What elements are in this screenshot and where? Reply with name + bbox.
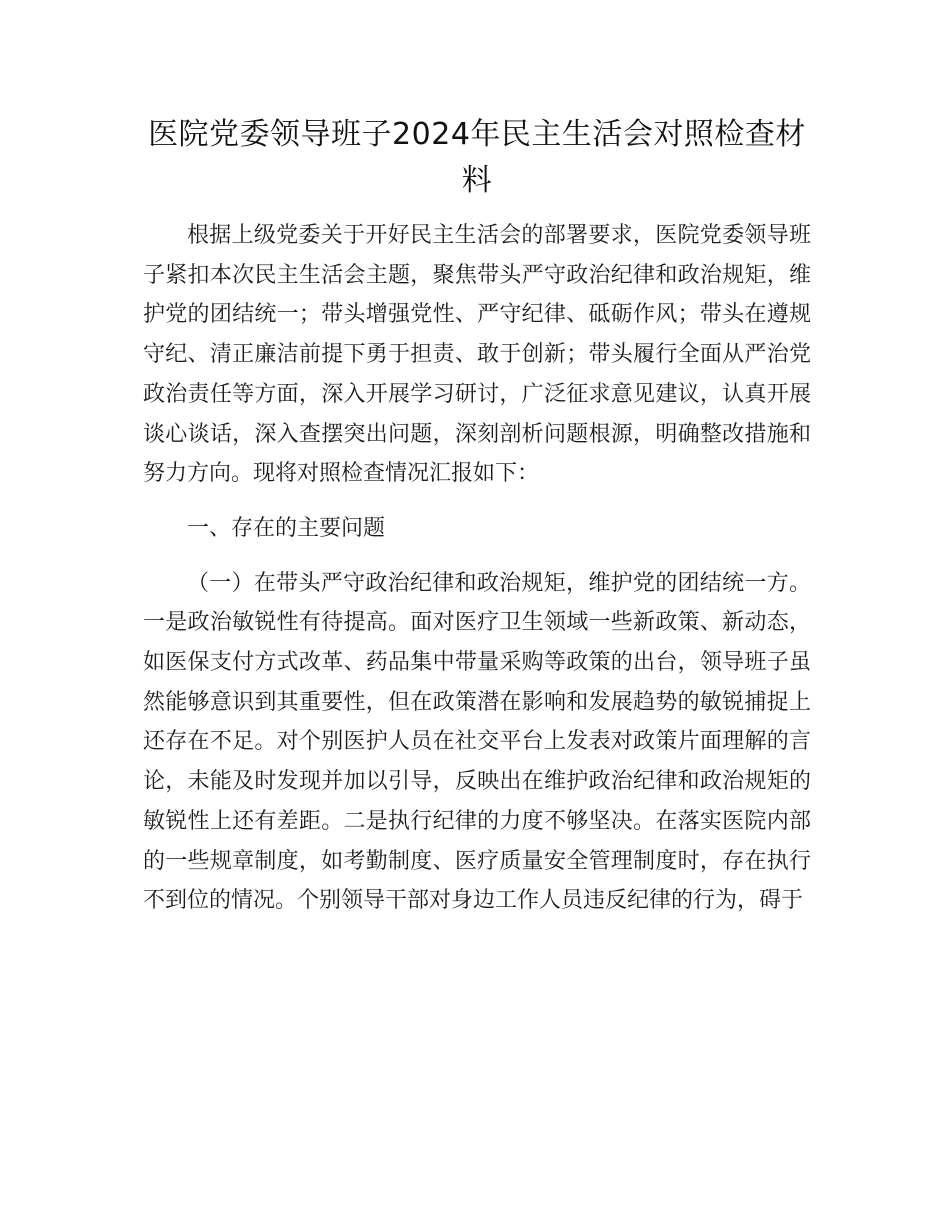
intro-paragraph: 根据上级党委关于开好民主生活会的部署要求，医院党委领导班子紧扣本次民主生活会主题，聚焦带头严守政治纪律和政治规矩，维护党的团结统一；带头增强党性、严守纪律、砥砺作风；带头在遵规守纪、清正廉洁前提下勇于担责、敢于创新；带头履行全面从严治党政治责任等方面，深入开展学习研讨，广泛征求意见建议，认真开展谈心谈话，深入查摆突出问题，深刻剖析问题根源，明确整改措施和努力方向。现将对照检查情况汇报如下： <box>143 223 811 487</box>
section-paragraph: （一）在带头严守政治纪律和政治规矩，维护党的团结统一方。一是政治敏锐性有待提高。面对医疗卫生领域一些新政策、新动态，如医保支付方式改革、药品集中带量采购等政策的出台，领导班子虽然能够意识到其重要性，但在政策潜在影响和发展趋势的敏锐捕捉上还存在不足。对个别医护人员在社交平台上发表对政策片面理解的言论，未能及时发现并加以引导，反映出在维护政治纪律和政治规矩的敏锐性上还有差距。二是执行纪律的力度不够坚决。在落实医院内部的一些规章制度，如考勤制度、医疗质量安全管理制度时，存在执行不到位的情况。个别领导干部对身边工作人员违反纪律的行为，碍于 <box>143 570 811 914</box>
section-heading: 一、存在的主要问题 <box>187 515 386 541</box>
document-title: 医院党委领导班子2024年民主生活会对照检查材料 <box>148 117 806 198</box>
document-page <box>143 112 811 921</box>
